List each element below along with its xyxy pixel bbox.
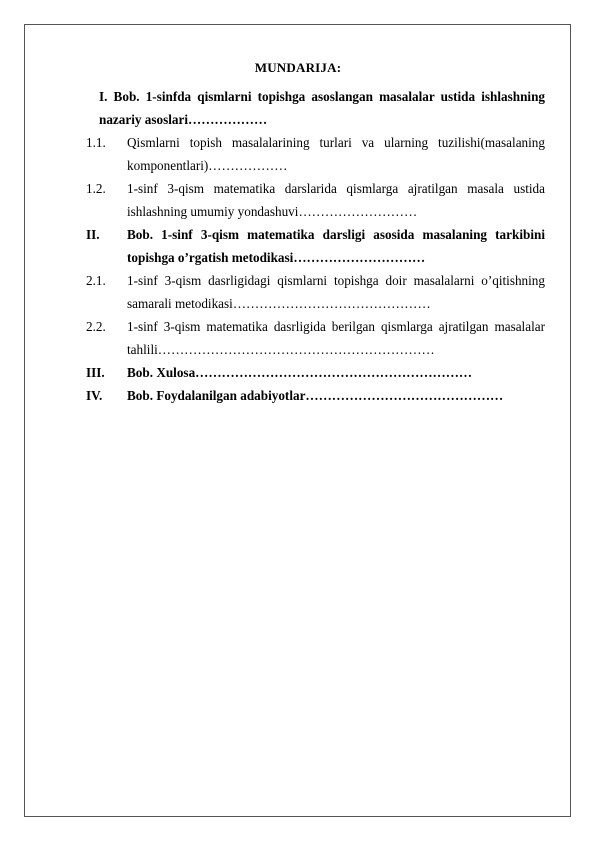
toc-entry-number: III. — [86, 365, 105, 380]
toc-entry-number: 2.1. — [86, 273, 106, 288]
toc-entry-text: Bob. 1-sinf 3-qism matematika darsligi asosida masalaning tarkibini topishga o’rgatish metodikasi………………………… — [127, 227, 545, 265]
toc-entry-text: 1-sinf 3-qism matematika darslarida qismlarga ajratilgan masala ustida ishlashning umumiy yondashuvi……………………… — [127, 181, 545, 219]
toc-entry-text: 1-sinf 3-qism matematika dasrligida berilgan qismlarga ajratilgan masalalar tahlili……………………………………………………… — [127, 319, 545, 357]
toc-entry-text: 1-sinf 3-qism dasrligidagi qismlarni topishga doir masalalarni o’qitishning samarali metodikasi……………………………………… — [127, 273, 545, 311]
toc-entry-number: IV. — [86, 388, 103, 403]
page-title: MUNDARIJA: — [254, 60, 342, 75]
toc-entry-text: Bob. Foydalanilgan adabiyotlar……………………………………… — [127, 388, 504, 403]
toc-entry-number: 1.2. — [86, 181, 106, 196]
toc-intro-text: I. Bob. 1-sinfda qismlarni topishga asoslangan masalalar ustida ishlashning nazariy asoslari……………… — [99, 89, 545, 127]
toc-entry-number: 1.1. — [86, 135, 106, 150]
toc-entry-number: 2.2. — [86, 319, 106, 334]
toc-entry-number: II. — [86, 227, 100, 242]
toc-entry-text: Bob. Xulosa……………………………………………………… — [127, 365, 473, 380]
toc-entry-text: Qismlarni topish masalalarining turlari va ularning tuzilishi(masalaning komponentlari)……………… — [127, 135, 545, 173]
